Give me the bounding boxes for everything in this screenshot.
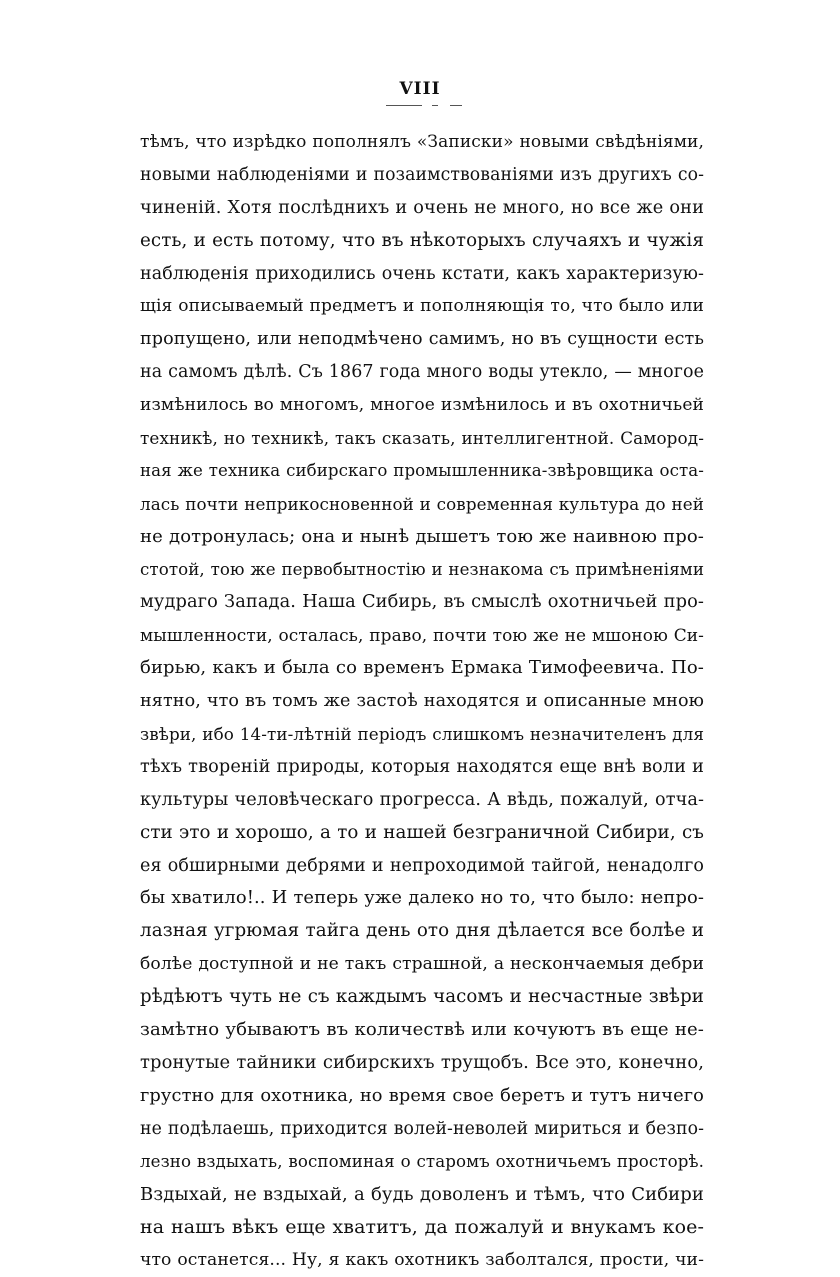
- text-line: ная же техника сибирскаго промышленника-звѣровщика оста-: [140, 460, 704, 480]
- text-line: ея обширными дебрями и непроходимой тайгой, ненадолго: [140, 855, 704, 876]
- text-line: тѣхъ твореній природы, которыя находятся еще внѣ воли и: [140, 756, 704, 777]
- text-line: измѣнилось во многомъ, многое измѣнилось и въ охотничьей: [140, 395, 704, 416]
- text-line: мудраго Запада. Наша Сибирь, въ смыслѣ охотничьей про-: [140, 591, 704, 613]
- page-header: [0, 78, 840, 118]
- text-line: замѣтно убываютъ въ количествѣ или кочуютъ въ еще не-: [140, 1019, 704, 1041]
- text-line: на самомъ дѣлѣ. Съ 1867 года много воды утекло, — многое: [140, 362, 704, 383]
- text-line: грустно для охотника, но время свое беретъ и тутъ ничего: [140, 1084, 704, 1106]
- text-line: болѣе доступной и не такъ страшной, а нескончаемыя дебри: [140, 954, 704, 975]
- page-number: VIII: [399, 79, 441, 99]
- text-line: техникѣ, но техникѣ, такъ сказать, интеллигентной. Самород-: [140, 428, 704, 449]
- text-line: лезно вздыхать, воспоминая о старомъ охотничьемъ просторѣ.: [140, 1151, 704, 1171]
- text-line: мышленности, осталась, право, почти тою же не мшоною Си-: [140, 625, 704, 646]
- text-line: есть, и есть потому, что въ нѣкоторыхъ случаяхъ и чужія: [140, 229, 704, 251]
- text-line: нятно, что въ томъ же застоѣ находятся и описанные мною: [140, 691, 704, 712]
- text-line: что останется... Ну, я какъ охотникъ заболтался, прости, чи-: [140, 1250, 704, 1271]
- text-line: стотой, тою же первобытностію и незнакома съ примѣненіями: [140, 559, 704, 579]
- body-text: [140, 126, 704, 1277]
- text-line: сти это и хорошо, а то и нашей безграничной Сибири, съ: [140, 821, 704, 843]
- text-line: Вздыхай, не вздыхай, а будь доволенъ и тѣмъ, что Сибири: [140, 1183, 704, 1205]
- text-line: щія описываемый предметъ и пополняющія то, что было или: [140, 296, 704, 317]
- text-line: на нашъ вѣкъ еще хватитъ, да пожалуй и внукамъ кое-: [140, 1216, 704, 1239]
- header-rule: [432, 105, 438, 106]
- text-line: тронутые тайники сибирскихъ трущобъ. Все это, конечно,: [140, 1051, 704, 1073]
- text-line: не подѣлаешь, приходится волей-неволей мириться и безпо-: [140, 1118, 704, 1139]
- text-line: не дотронулась; она и нынѣ дышетъ тою же наивною про-: [140, 525, 704, 547]
- text-line: рѣдѣютъ чуть не съ каждымъ часомъ и несчастные звѣри: [140, 986, 704, 1008]
- text-line: пропущено, или неподмѣчено самимъ, но въ сущности есть: [140, 329, 704, 350]
- text-line: чиненій. Хотя послѣднихъ и очень не много, но все же они: [140, 197, 704, 218]
- text-line: новыми наблюденіями и позаимствованіями изъ другихъ со-: [140, 164, 704, 185]
- text-line: тѣмъ, что изрѣдко пополнялъ «Записки» новыми свѣдѣніями,: [140, 132, 704, 152]
- text-line: бы хватило!.. И теперь уже далеко но то, что было: непро-: [140, 887, 704, 909]
- text-line: наблюденія приходились очень кстати, какъ характеризую-: [140, 263, 704, 284]
- header-rule: [386, 105, 422, 106]
- text-line: культуры человѣческаго прогресса. А вѣдь, пожалуй, отча-: [140, 789, 704, 810]
- text-line: лась почти неприкосновенной и современная культура до ней: [140, 493, 704, 514]
- text-line: звѣри, ибо 14-ти-лѣтній періодъ слишкомъ незначителенъ для: [140, 724, 704, 745]
- text-line: лазная угрюмая тайга день ото дня дѣлается все болѣе и: [140, 920, 704, 942]
- text-line: бирью, какъ и была со временъ Ермака Тимофеевича. По-: [140, 657, 704, 679]
- header-rule: [450, 105, 462, 106]
